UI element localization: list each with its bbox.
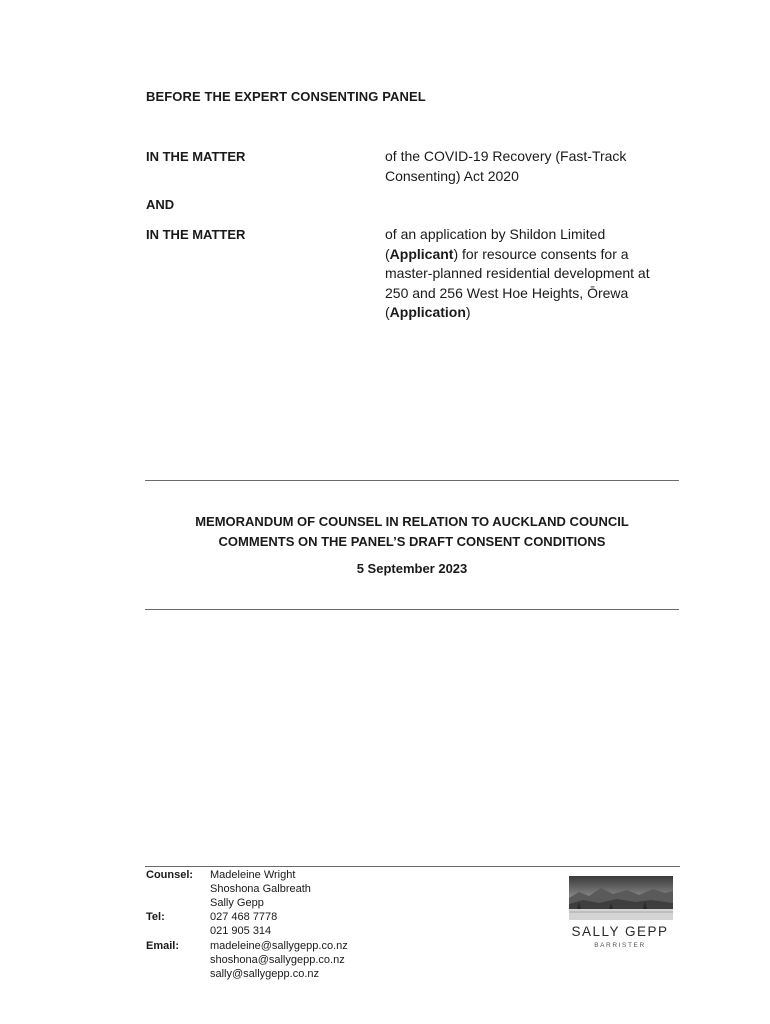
matter-text-2-line-2 [385,245,685,265]
top-divider [145,480,679,481]
memorandum-title-line-2: COMMENTS ON THE PANEL’S DRAFT CONSENT CONDITIONS [218,533,606,549]
matter-text-2-line-3: master-planned residential development at [385,265,650,281]
counsel-name-1: Madeleine Wright [210,869,296,881]
application-term: Application [389,304,466,320]
counsel-list [210,868,311,910]
email-address-2[interactable]: shoshona@sallygepp.co.nz [210,954,345,966]
paren-open: ( [385,245,390,262]
applicant-term: Applicant [389,245,454,262]
matter-label-2: IN THE MATTER [146,227,246,242]
landscape-logo-image [569,876,673,920]
tel-number-2: 021 905 314 [210,925,272,937]
email-label: Email: [146,940,180,952]
matter-text-2-line-1: of an application by Shildon Limited [385,226,606,242]
page-heading: BEFORE THE EXPERT CONSENTING PANEL [146,89,426,104]
footer-divider [145,866,680,867]
logo-name: SALLY GEPP [571,924,669,939]
matter-text-2-line-4: 250 and 256 West Hoe Heights, Ōrewa [385,284,629,301]
matter-text-1 [385,147,685,186]
matter-label-1: IN THE MATTER [146,149,246,164]
tel-list [210,910,277,938]
matter-text-2-line-2-rest: ) for resource consents for a [453,245,629,262]
and-label: AND [146,197,175,212]
tel-number-1: 027 468 7778 [210,911,278,923]
counsel-name-3: Sally Gepp [210,897,264,909]
counsel-label: Counsel: [146,869,194,881]
logo-subtitle: BARRISTER [594,942,646,949]
memorandum-title [145,512,679,551]
memorandum-title-line-1: MEMORANDUM OF COUNSEL IN RELATION TO AUCKLAND COUNCIL [195,514,629,529]
email-address-1[interactable]: madeleine@sallygepp.co.nz [210,940,348,952]
matter-text-2-line-5 [385,303,685,323]
memorandum-date: 5 September 2023 [356,561,468,576]
tel-label: Tel: [146,911,165,923]
matter-text-2 [385,225,685,323]
paren-close: ) [465,304,471,320]
email-list [210,939,348,981]
matter-text-1-line-1: of the COVID-19 Recovery (Fast-Track [385,148,627,164]
bottom-divider [145,609,679,610]
paren-open-2: ( [385,304,390,320]
counsel-name-2: Shoshona Galbreath [210,883,311,895]
email-address-3[interactable]: sally@sallygepp.co.nz [210,968,319,980]
matter-text-1-line-2: Consenting) Act 2020 [385,167,519,184]
